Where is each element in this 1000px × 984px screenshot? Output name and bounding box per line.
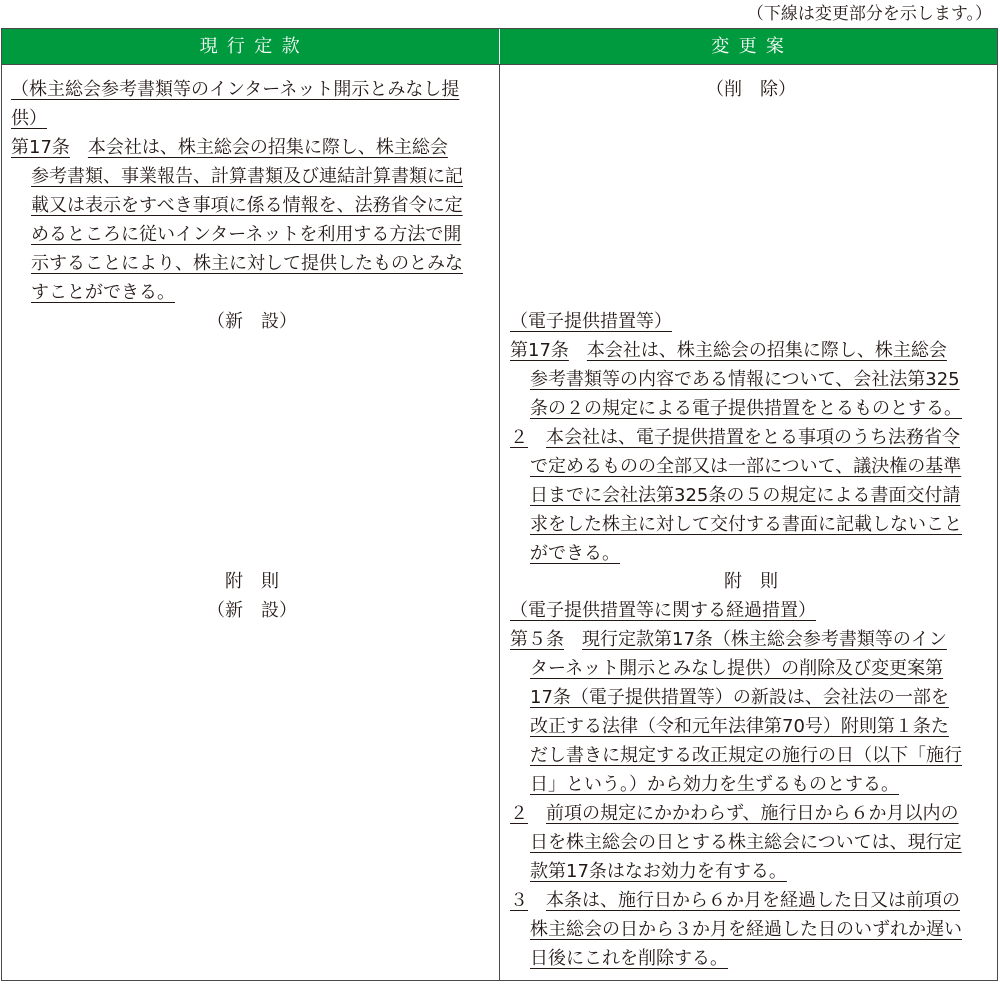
left-article-line: めるところに従いインターネットを利用する方法で開 — [31, 224, 462, 245]
left-article-line: 参考書類、事業報告、計算書類及び連結計算書類に記 — [31, 166, 463, 187]
left-supplementary-heading: 附 則 — [225, 571, 279, 592]
right-article-line: 株主総会の日から３か月を経過した日のいずれか遅い — [530, 919, 962, 940]
right-paragraph-2: ２ 本会社は、電子提供措置をとる事項のうち法務省令 — [510, 427, 960, 448]
header-current-articles: 現 行 定 款 — [2, 29, 500, 64]
right-article-line: 参考書類等の内容である情報について、会社法第325 — [530, 369, 960, 390]
right-article-line: で定めるものの全部又は一部について、議決権の基準 — [530, 456, 962, 477]
left-article-line: 載又は表示をすべき事項に係る情報を、法務省令に定 — [31, 195, 463, 216]
left-title-line: 供） — [11, 108, 47, 129]
left-new-placeholder: （新 設） — [207, 600, 297, 621]
left-article-line: すことができる。 — [31, 282, 175, 303]
right-article-line: 条の２の規定による電子提供措置をとるものとする。 — [530, 398, 962, 419]
right-article-line: 日」という。）から効力を生ずるものとする。 — [530, 774, 899, 795]
right-deleted-label: （削 除） — [706, 79, 796, 100]
right-article-line: ができる。 — [530, 543, 620, 564]
right-article-17: 第17条 本会社は、株主総会の招集に際し、株主総会 — [510, 340, 947, 361]
right-article-line: 17条（電子提供措置等）の新設は、会社法の一部を — [530, 687, 949, 708]
change-note: （下線は変更部分を示します。） — [746, 4, 992, 24]
left-new-placeholder: （新 設） — [207, 311, 297, 332]
right-article-line: 改正する法律（令和元年法律第70号）附則第１条た — [530, 716, 949, 737]
right-article-5: 第５条 現行定款第17条（株主総会参考書類等のイン — [510, 629, 947, 650]
table-body — [2, 65, 997, 981]
right-article-line: 日を株主総会の日とする株主総会については、現行定 — [530, 832, 962, 853]
right-article-line: ターネット開示とみなし提供）の削除及び変更案第 — [530, 658, 944, 679]
column-divider — [499, 65, 500, 981]
table-header — [2, 29, 997, 65]
left-article-line: 示することにより、株主に対して提供したものとみな — [31, 253, 463, 274]
comparison-table — [1, 28, 998, 981]
right-title: （電子提供措置等） — [510, 311, 672, 332]
right-supplementary-heading: 附 則 — [724, 571, 778, 592]
right-paragraph-5-3: ３ 本条は、施行日から６か月を経過した日又は前項の — [510, 890, 960, 911]
left-article-17: 第17条 本会社は、株主総会の招集に際し、株主総会 — [11, 137, 448, 158]
header-proposed-changes: 変 更 案 — [711, 36, 786, 57]
right-supplementary-title: （電子提供措置等に関する経過措置） — [510, 600, 816, 621]
right-article-line: 日までに会社法第325条の５の規定による書面交付請 — [530, 485, 961, 506]
right-article-line: 求をした株主に対して交付する書面に記載しないこと — [530, 514, 962, 535]
right-article-line: 日後にこれを削除する。 — [530, 948, 728, 969]
right-article-line: だし書きに規定する改正規定の施行の日（以下「施行 — [530, 745, 962, 766]
right-paragraph-5-2: ２ 前項の規定にかかわらず、施行日から６か月以内の — [510, 803, 959, 824]
right-article-line: 款第17条はなお効力を有する。 — [530, 861, 787, 882]
left-title-line: （株主総会参考書類等のインターネット開示とみなし提 — [11, 79, 460, 100]
